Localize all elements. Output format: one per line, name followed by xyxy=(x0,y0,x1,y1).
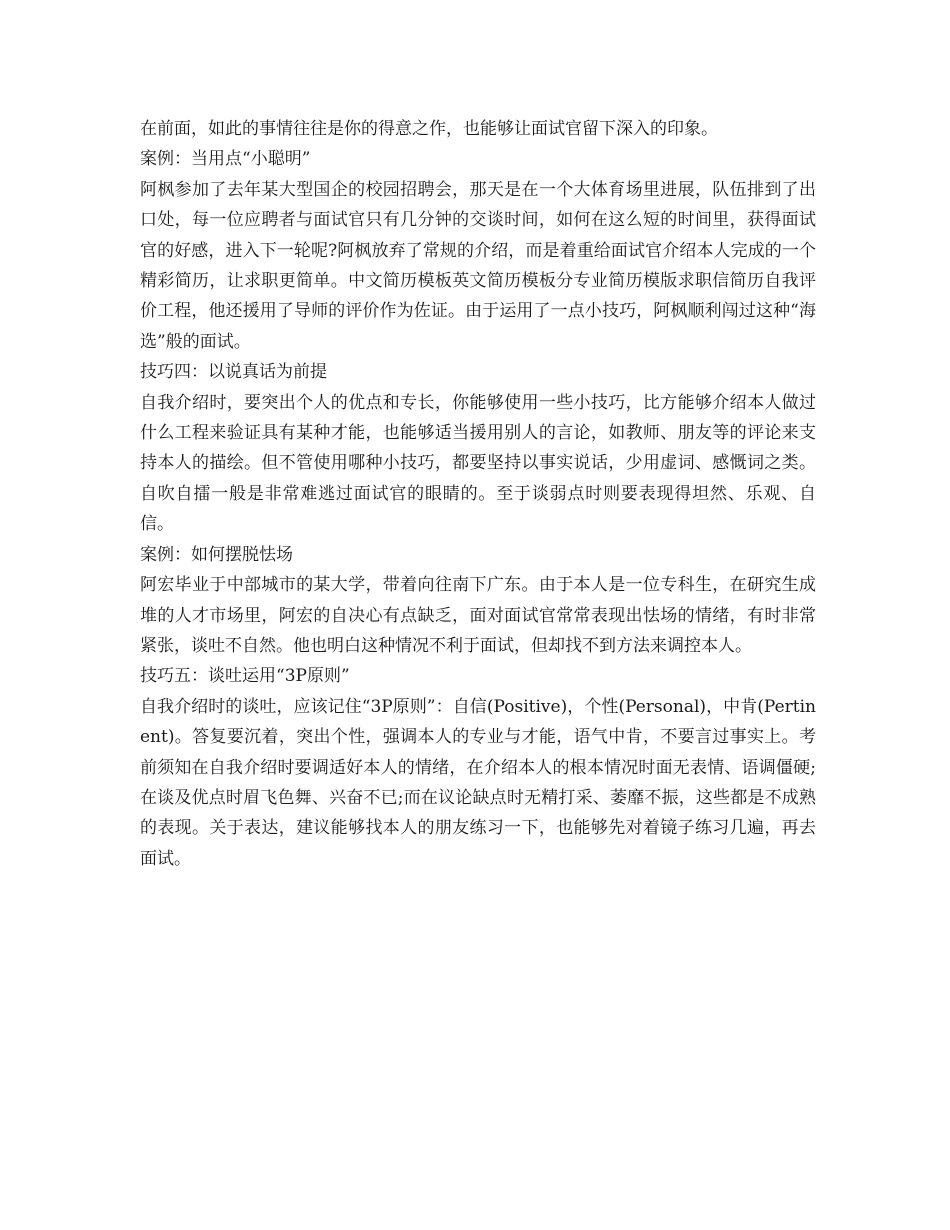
tip-heading-four: 技巧四：以说真话为前提 xyxy=(140,362,327,383)
case-heading-small-cleverness: 案例：当用点“小聪明” xyxy=(140,149,311,170)
tip-paragraph-four: 自我介绍时，要突出个人的优点和专长，你能够使用一些小技巧，比方能够介绍本人做过什么工程来验证具有某种才能，也能够适当援用别人的言论，如教师、朋友等的评论来支持本人的描绘。但不管使用哪种小技巧，都要坚持以事实说话，少用虚词、感慨词之类。自吹自擂一般是非常难逃过面试官的眼睛的。至于谈弱点时则要表现得坦然、乐观、自信。 xyxy=(140,392,816,535)
case-paragraph-ahong: 阿宏毕业于中部城市的某大学，带着向往南下广东。由于本人是一位专科生，在研究生成堆的人才市场里，阿宏的自决心有点缺乏，面对面试官常常表现出怯场的情绪，有时非常紧张，谈吐不自然。他也明白这种情况不利于面试，但却找不到方法来调控本人。 xyxy=(140,575,816,656)
case-paragraph-afeng: 阿枫参加了去年某大型国企的校园招聘会，那天是在一个大体育场里进展，队伍排到了出口处，每一位应聘者与面试官只有几分钟的交谈时间，如何在这么短的时间里，获得面试官的好感，进入下一轮呢?阿枫放弃了常规的介绍，而是着重给面试官介绍本人完成的一个精彩简历，让求职更简单。中文简历模板英文简历模板分专业简历模版求职信简历自我评价工程，他还援用了导师的评价作为佐证。由于运用了一点小技巧，阿枫顺利闯过这种“海选”般的面试。 xyxy=(140,179,816,352)
paragraph-continuation: 在前面，如此的事情往往是你的得意之作，也能够让面试官留下深入的印象。 xyxy=(140,119,718,139)
tip-paragraph-five: 自我介绍时的谈吐，应该记住“3P原则”：自信(Positive)，个性(Personal)，中肯(Pertinent)。答复要沉着，突出个性，强调本人的专业与才能，语气中肯，不要言过事实上。考前须知在自我介绍时要调适好本人的情绪，在介绍本人的根本情况时面无表情、语调僵硬;在谈及优点时眉飞色舞、兴奋不已;而在议论缺点时无精打采、萎靡不振，这些都是不成熟的表现。关于表达，建议能够找本人的朋友练习一下，也能够先对着镜子练习几遍，再去面试。 xyxy=(140,696,816,869)
case-heading-stage-fright: 案例：如何摆脱怯场 xyxy=(140,544,293,565)
tip-heading-five: 技巧五：谈吐运用“3P原则” xyxy=(140,666,350,687)
document-page xyxy=(140,114,816,874)
